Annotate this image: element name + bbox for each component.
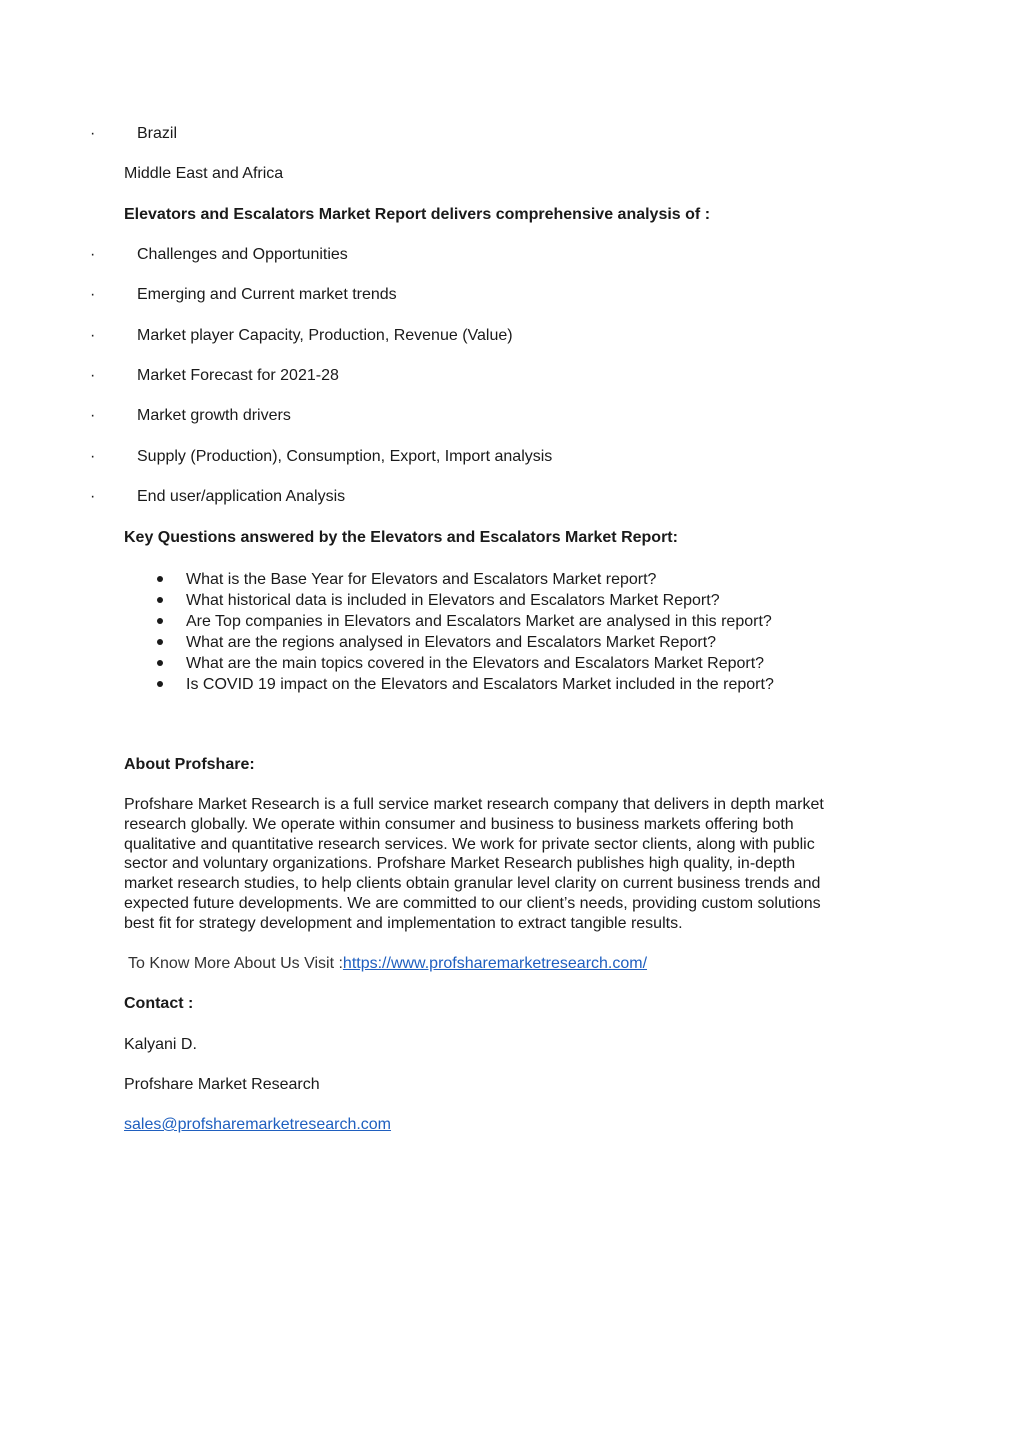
about-line: best fit for strategy development and implementation to extract tangible results. xyxy=(124,914,683,932)
about-line: research globally. We operate within consumer and business to business markets offering both xyxy=(124,815,794,833)
question-text: What historical data is included in Elevators and Escalators Market Report? xyxy=(186,592,720,609)
about-line: sector and voluntary organizations. Profshare Market Research publishes high quality, in-depth xyxy=(124,855,796,873)
question-item xyxy=(124,590,774,611)
question-item xyxy=(124,674,774,695)
about-heading: About Profshare: xyxy=(124,756,255,773)
contact-company: Profshare Market Research xyxy=(124,1076,320,1093)
question-text: What is the Base Year for Elevators and Escalators Market report? xyxy=(186,571,657,588)
bullet-disc-icon xyxy=(157,681,163,687)
bullet-disc-icon xyxy=(157,618,163,624)
about-line: Profshare Market Research is a full service market research company that delivers in depth market xyxy=(124,796,824,813)
contact-name: Kalyani D. xyxy=(124,1036,197,1053)
questions-list xyxy=(124,569,774,695)
question-item xyxy=(124,653,774,674)
bullet-marker: · xyxy=(90,286,96,303)
question-item xyxy=(124,632,774,653)
question-text: Are Top companies in Elevators and Escalators Market are analysed in this report? xyxy=(186,613,772,630)
region-mea: Middle East and Africa xyxy=(124,165,284,182)
contact-heading: Contact : xyxy=(124,995,194,1012)
about-line: qualitative and quantitative research services. We work for private sector clients, along with public xyxy=(124,835,815,853)
question-text: What are the main topics covered in the Elevators and Escalators Market Report? xyxy=(186,655,765,672)
analysis-item-text: Challenges and Opportunities xyxy=(137,246,348,263)
question-item xyxy=(124,611,774,632)
bullet-marker: · xyxy=(90,448,96,465)
bullet-disc-icon xyxy=(157,639,163,645)
question-text: What are the regions analysed in Elevators and Escalators Market Report? xyxy=(186,634,717,651)
analysis-heading: Elevators and Escalators Market Report delivers comprehensive analysis of : xyxy=(124,206,711,223)
bullet-marker: · xyxy=(90,367,96,384)
analysis-item-text: Emerging and Current market trends xyxy=(137,286,397,303)
about-paragraph xyxy=(124,795,894,934)
analysis-item-text: End user/application Analysis xyxy=(137,488,346,505)
bullet-marker: · xyxy=(90,246,96,263)
analysis-item-text: Market Forecast for 2021-28 xyxy=(137,367,339,384)
bullet-marker: · xyxy=(90,327,96,344)
bullet-text: Brazil xyxy=(137,125,178,142)
bullet-disc-icon xyxy=(157,576,163,582)
analysis-item-text: Supply (Production), Consumption, Export, Import analysis xyxy=(137,448,553,465)
about-line: market research studies, to help clients obtain granular level clarity on current business trends and xyxy=(124,875,821,893)
bullet-marker: · xyxy=(90,407,96,424)
analysis-item-text: Market player Capacity, Production, Revenue (Value) xyxy=(137,327,513,344)
bullet-marker: · xyxy=(90,488,96,505)
visit-text xyxy=(128,954,647,974)
about-line: expected future developments. We are committed to our client’s needs, providing custom solutions xyxy=(124,894,821,912)
bullet-disc-icon xyxy=(157,597,163,603)
analysis-item-text: Market growth drivers xyxy=(137,407,291,424)
email-link[interactable]: sales@profsharemarketresearch.com xyxy=(124,1116,392,1133)
questions-heading: Key Questions answered by the Elevators and Escalators Market Report: xyxy=(124,529,678,546)
bullet-disc-icon xyxy=(157,660,163,666)
question-item xyxy=(124,569,774,590)
website-link[interactable]: https://www.profsharemarketresearch.com/ xyxy=(342,955,648,972)
question-text: Is COVID 19 impact on the Elevators and Escalators Market included in the report? xyxy=(186,676,774,693)
bullet-marker: · xyxy=(90,125,96,142)
visit-prefix: To Know More About Us Visit : xyxy=(128,955,343,972)
